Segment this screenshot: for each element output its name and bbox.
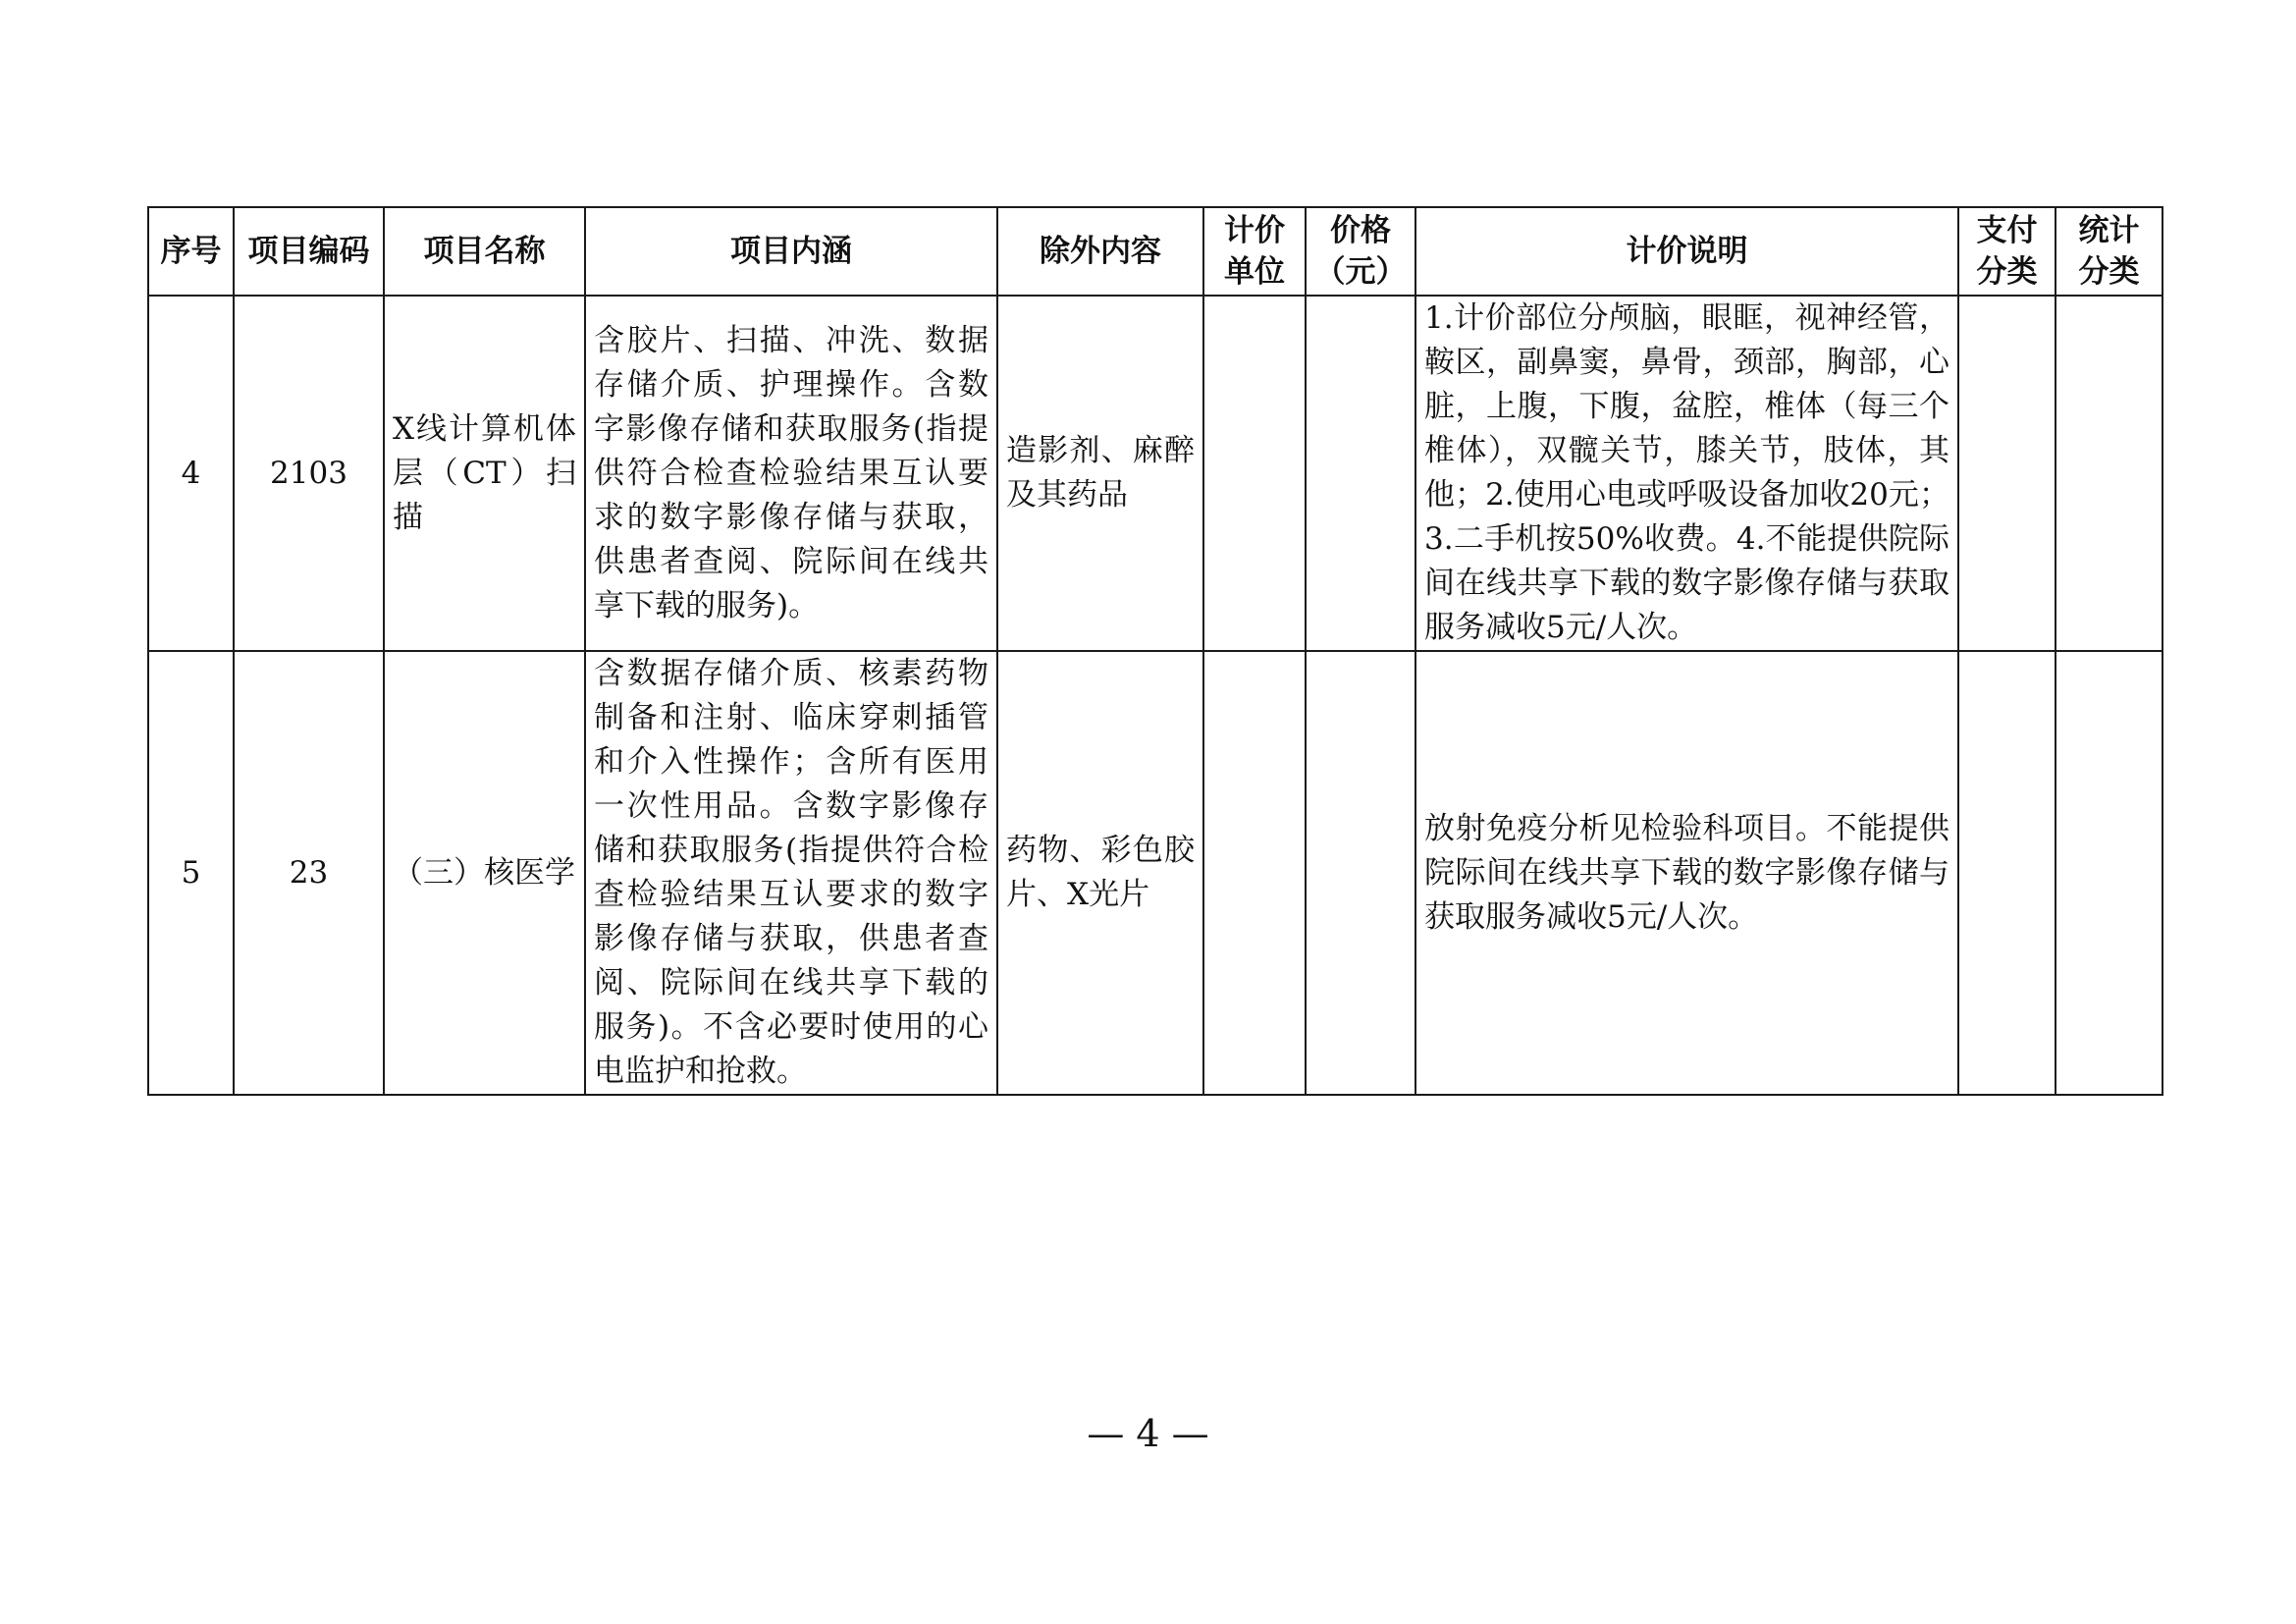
header-price: 价格（元） [1306, 207, 1415, 296]
cell-content: 含数据存储介质、核素药物制备和注射、临床穿刺插管和介入性操作；含所有医用一次性用品。含数字影像存储和获取服务(指提供符合检查检验结果互认要求的数字影像存储与获取，供患者查阅、院际间在线共享下载的服务)。不含必要时使用的心电监护和抢救。 [585, 651, 997, 1095]
cell-excluded: 药物、彩色胶片、X光片 [997, 651, 1203, 1095]
cell-seq: 5 [148, 651, 234, 1095]
cell-unit [1203, 651, 1306, 1095]
header-payment: 支付分类 [1958, 207, 2056, 296]
cell-seq: 4 [148, 296, 234, 651]
cell-payment [1958, 296, 2056, 651]
page-number: — 4 — [1087, 1412, 1209, 1455]
pricing-table [147, 206, 2163, 1096]
cell-unit [1203, 296, 1306, 651]
header-seq: 序号 [148, 207, 234, 296]
cell-description: 放射免疫分析见检验科项目。不能提供院际间在线共享下载的数字影像存储与获取服务减收5元/人次。 [1415, 651, 1958, 1095]
cell-content: 含胶片、扫描、冲洗、数据存储介质、护理操作。含数字影像存储和获取服务(指提供符合检查检验结果互认要求的数字影像存储与获取，供患者查阅、院际间在线共享下载的服务)。 [585, 296, 997, 651]
cell-payment [1958, 651, 2056, 1095]
table-row [148, 651, 2163, 1095]
cell-name: （三）核医学 [384, 651, 585, 1095]
header-excluded: 除外内容 [997, 207, 1203, 296]
cell-code: 23 [234, 651, 384, 1095]
cell-code: 2103 [234, 296, 384, 651]
cell-description: 1.计价部位分颅脑，眼眶，视神经管，鞍区，副鼻窦，鼻骨，颈部，胸部，心脏，上腹，下腹，盆腔，椎体（每三个椎体），双髋关节，膝关节，肢体，其他；2.使用心电或呼吸设备加收20元；3.二手机按50%收费。4.不能提供院际间在线共享下载的数字影像存储与获取服务减收5元/人次。 [1415, 296, 1958, 651]
cell-name: X线计算机体层（CT）扫描 [384, 296, 585, 651]
header-unit: 计价单位 [1203, 207, 1306, 296]
cell-price [1306, 651, 1415, 1095]
cell-stat [2056, 651, 2163, 1095]
cell-stat [2056, 296, 2163, 651]
table-header-row [148, 207, 2163, 296]
cell-excluded: 造影剂、麻醉及其药品 [997, 296, 1203, 651]
header-content: 项目内涵 [585, 207, 997, 296]
cell-price [1306, 296, 1415, 651]
header-code: 项目编码 [234, 207, 384, 296]
header-stat: 统计分类 [2056, 207, 2163, 296]
header-name: 项目名称 [384, 207, 585, 296]
table-row [148, 296, 2163, 651]
header-description: 计价说明 [1415, 207, 1958, 296]
